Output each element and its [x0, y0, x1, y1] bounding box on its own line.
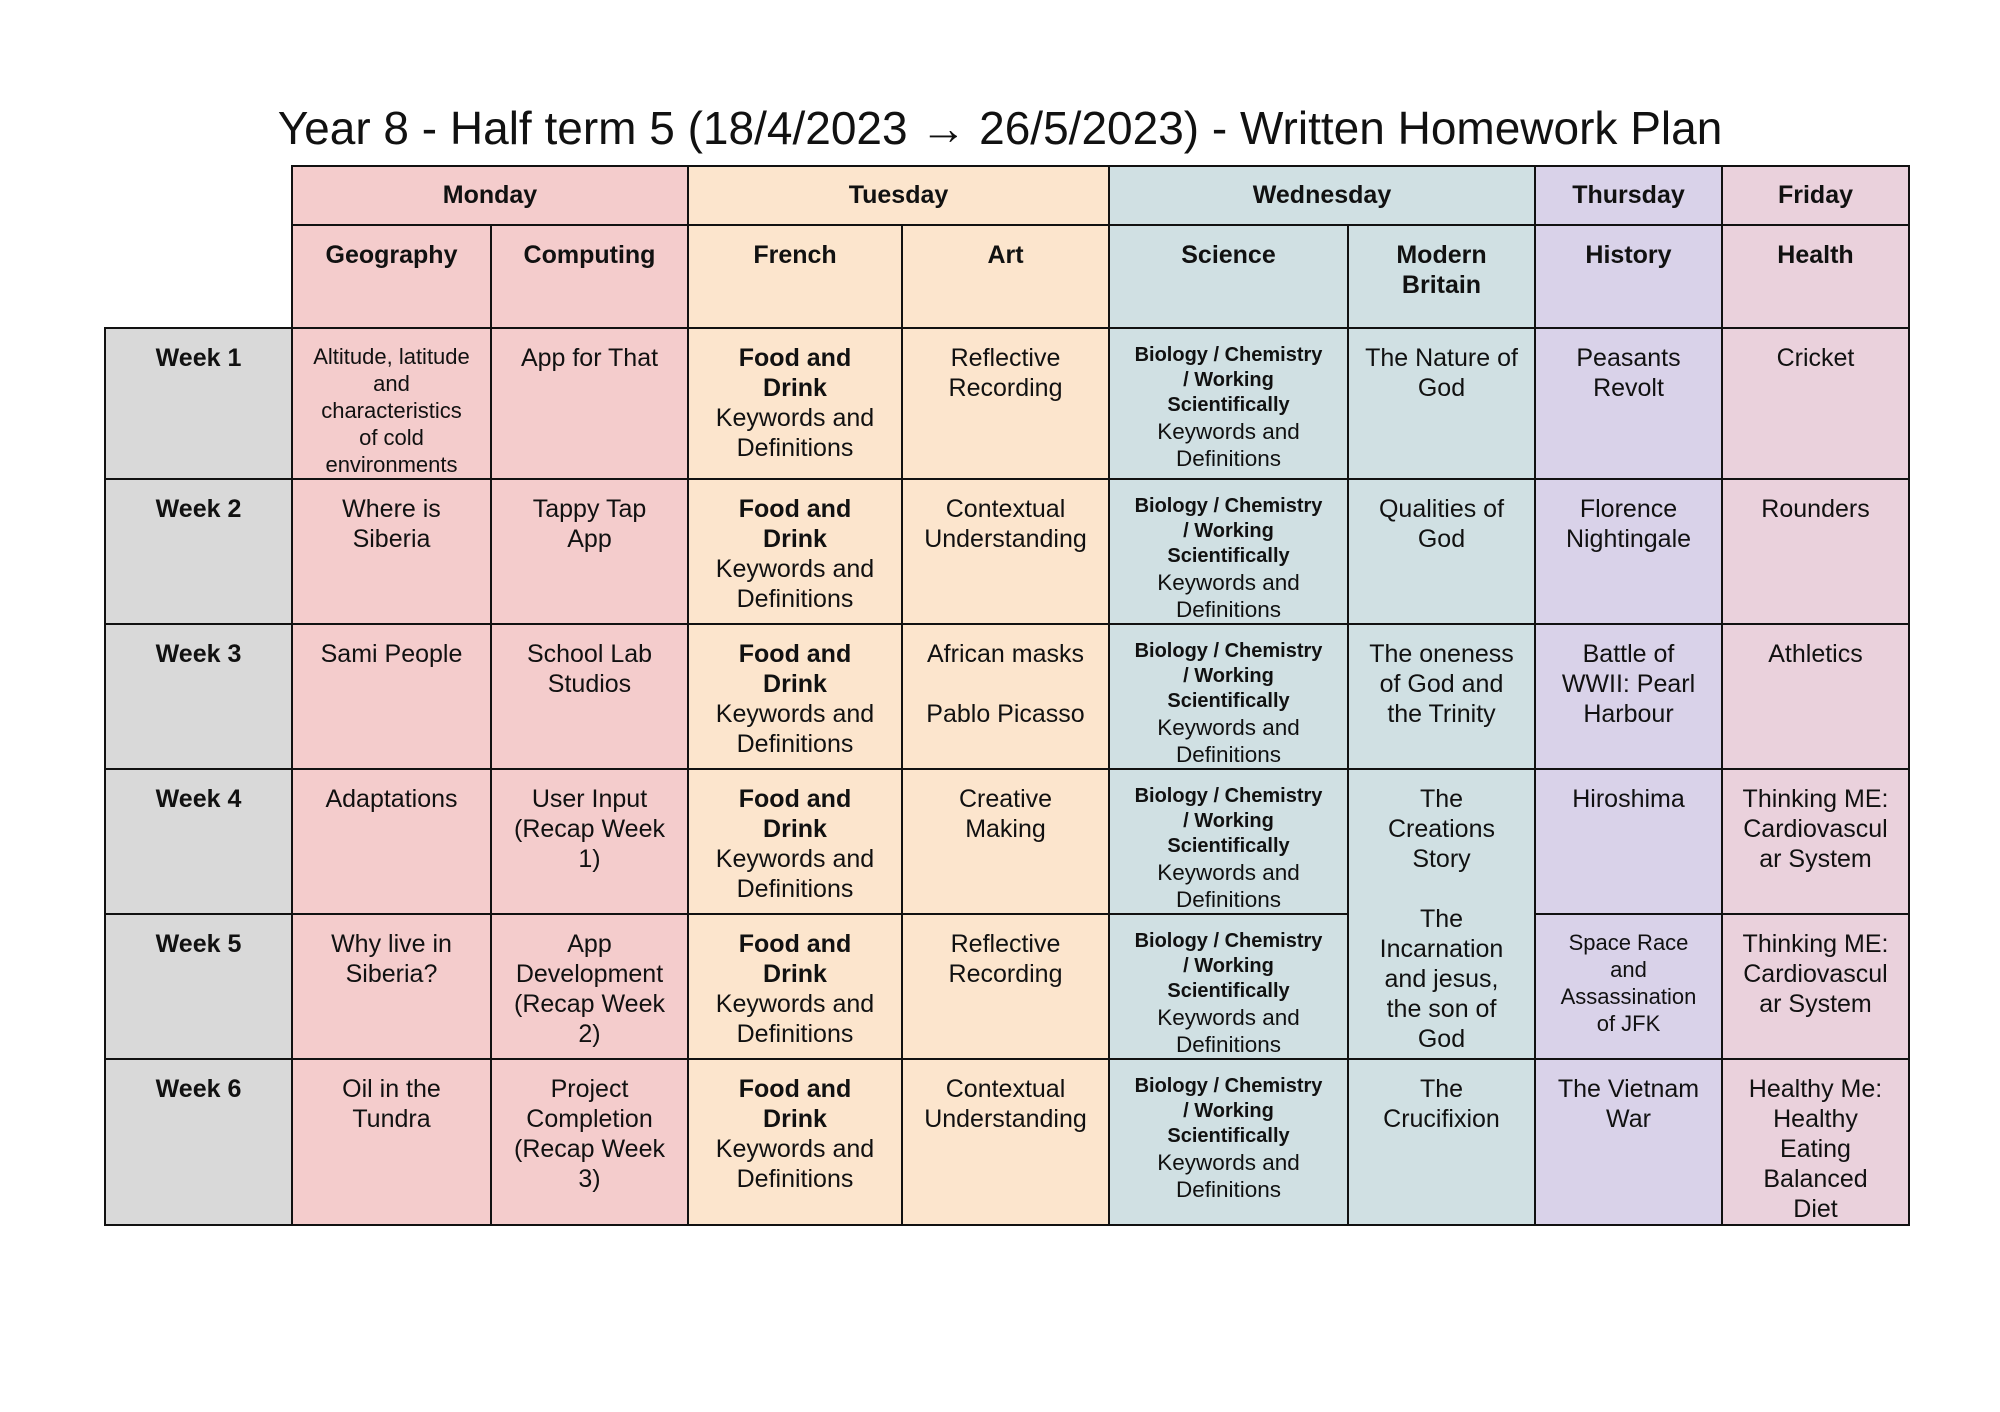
- history-cell: [1535, 914, 1722, 1059]
- cell-line: God: [1417, 525, 1466, 553]
- french-line: Definitions: [736, 434, 854, 462]
- science-line: Biology / Chemistry: [1134, 785, 1323, 807]
- week-label: Week 3: [105, 624, 292, 769]
- cell-line: Studios: [547, 670, 632, 698]
- cell-line: 3): [578, 1165, 601, 1193]
- cell-line: environments: [325, 452, 458, 477]
- geography-cell: [292, 479, 491, 624]
- cell-line: Cardiovascul: [1743, 815, 1888, 843]
- week-label: Week 4: [105, 769, 292, 914]
- geography-cell: [292, 914, 491, 1059]
- day-friday: Friday: [1722, 166, 1909, 225]
- day-wednesday: Wednesday: [1109, 166, 1535, 225]
- science-line: Definitions: [1175, 1032, 1282, 1057]
- art-cell: [902, 914, 1109, 1059]
- table-row-week-4: [105, 769, 1909, 914]
- science-line: Scientifically: [1167, 394, 1290, 416]
- french-line: Definitions: [736, 1165, 854, 1193]
- science-line: Scientifically: [1167, 545, 1290, 567]
- cell-line: WWII: Pearl: [1561, 670, 1696, 698]
- science-line: / Working: [1183, 1100, 1274, 1122]
- table-row-week-2: [105, 479, 1909, 624]
- health-cell: [1722, 624, 1909, 769]
- subject-health: Health: [1722, 225, 1909, 328]
- art-cell: [902, 1059, 1109, 1225]
- cell-line: Making: [965, 815, 1046, 843]
- cell-line: 1): [578, 845, 601, 873]
- cell-line: The oneness: [1369, 640, 1514, 668]
- modern-britain-cell: [1348, 479, 1535, 624]
- subject-science: Science: [1109, 225, 1348, 328]
- history-cell: [1535, 624, 1722, 769]
- subject-history: History: [1535, 225, 1722, 328]
- cell-line: Where is: [342, 495, 441, 523]
- cell-line: the son of: [1386, 995, 1497, 1023]
- corner-empty: [105, 225, 292, 328]
- cell-line: Balanced: [1763, 1165, 1868, 1193]
- history-cell: [1535, 479, 1722, 624]
- subject-french: French: [688, 225, 902, 328]
- art-cell: [902, 479, 1109, 624]
- week-label: Week 6: [105, 1059, 292, 1225]
- cell-line: Recording: [948, 374, 1063, 402]
- computing-cell: [491, 479, 688, 624]
- cell-line: Reflective: [950, 930, 1061, 958]
- cell-line: Healthy: [1773, 1105, 1858, 1133]
- cell-line: Space Race: [1568, 930, 1689, 955]
- science-line: / Working: [1183, 520, 1274, 542]
- cell-line: the Trinity: [1387, 700, 1496, 728]
- page-title: Year 8 - Half term 5 (18/4/2023 → 26/5/2023) - Written Homework Plan: [277, 102, 1723, 154]
- cell-line: Understanding: [924, 1105, 1087, 1133]
- cell-line: 2): [578, 1020, 601, 1048]
- week-label: Week 2: [105, 479, 292, 624]
- cell-line: Development: [515, 960, 664, 988]
- cell-line: Project: [550, 1075, 629, 1103]
- cell-line: Thinking ME:: [1742, 930, 1889, 958]
- cell-line: and: [1610, 957, 1647, 982]
- french-cell: [688, 1059, 902, 1225]
- cell-line: of cold: [359, 425, 424, 450]
- cell-line: Hiroshima: [1572, 785, 1685, 813]
- french-cell: [688, 479, 902, 624]
- cell-line: Pablo Picasso: [926, 700, 1085, 728]
- table-row-week-1: [105, 328, 1909, 479]
- cell-line: Altitude, latitude: [313, 344, 470, 369]
- health-cell: [1722, 328, 1909, 479]
- cell-line: Peasants: [1576, 344, 1681, 372]
- french-line: Keywords and: [715, 404, 875, 432]
- cell-line: Siberia: [352, 525, 431, 553]
- french-line: Drink: [763, 960, 827, 988]
- cell-line: Crucifixion: [1383, 1105, 1500, 1133]
- art-cell: [902, 328, 1109, 479]
- cell-line: and: [373, 371, 410, 396]
- cell-line: ar System: [1759, 990, 1872, 1018]
- cell-line: Athletics: [1768, 640, 1863, 668]
- french-line: Keywords and: [715, 555, 875, 583]
- science-line: Keywords and: [1157, 1150, 1300, 1175]
- science-line: Definitions: [1175, 446, 1282, 471]
- cell-line: School Lab: [526, 640, 653, 668]
- geography-cell: [292, 769, 491, 914]
- subject-header-row: [105, 225, 1909, 328]
- cell-line: Tappy Tap: [532, 495, 647, 523]
- cell-line: The: [1419, 785, 1464, 813]
- cell-line: Cardiovascul: [1743, 960, 1888, 988]
- french-line: Drink: [763, 1105, 827, 1133]
- french-line: Keywords and: [715, 845, 875, 873]
- science-line: Scientifically: [1167, 980, 1290, 1002]
- cell-line: Recording: [948, 960, 1063, 988]
- cell-line: Siberia?: [345, 960, 438, 988]
- cell-line: Oil in the: [342, 1075, 441, 1103]
- geography-cell: [292, 1059, 491, 1225]
- cell-line: Cricket: [1776, 344, 1855, 372]
- french-cell: [688, 914, 902, 1059]
- day-monday: Monday: [292, 166, 688, 225]
- health-cell: [1722, 769, 1909, 914]
- cell-line: Qualities of: [1378, 495, 1505, 523]
- french-line: Keywords and: [715, 700, 875, 728]
- science-line: Biology / Chemistry: [1134, 640, 1323, 662]
- cell-line: Creative: [958, 785, 1053, 813]
- subject-art: Art: [902, 225, 1109, 328]
- science-line: Keywords and: [1157, 570, 1300, 595]
- cell-line: Tundra: [352, 1105, 431, 1133]
- cell-line: Florence: [1579, 495, 1678, 523]
- subject-geography: Geography: [292, 225, 491, 328]
- cell-line: of God and: [1379, 670, 1504, 698]
- cell-line: of JFK: [1596, 1011, 1661, 1036]
- science-line: Definitions: [1175, 742, 1282, 767]
- cell-line: Creations: [1388, 815, 1495, 843]
- science-line: Keywords and: [1157, 1005, 1300, 1030]
- cell-line: Nightingale: [1565, 525, 1692, 553]
- french-line: Drink: [763, 525, 827, 553]
- science-line: Keywords and: [1157, 860, 1300, 885]
- modern-britain-cell: [1348, 769, 1535, 1059]
- homework-plan-table: [104, 165, 1910, 1226]
- cell-line: God: [1417, 374, 1466, 402]
- subject-computing: Computing: [491, 225, 688, 328]
- computing-cell: [491, 1059, 688, 1225]
- cell-line: [1355, 874, 1528, 904]
- science-cell: [1109, 328, 1348, 479]
- computing-cell: [491, 328, 688, 479]
- cell-line: Harbour: [1583, 700, 1674, 728]
- table-row-week-6: [105, 1059, 1909, 1225]
- cell-line: Healthy Me:: [1748, 1075, 1883, 1103]
- science-line: / Working: [1183, 810, 1274, 832]
- science-line: / Working: [1183, 369, 1274, 391]
- french-line: Drink: [763, 815, 827, 843]
- cell-line: Adaptations: [325, 785, 458, 813]
- corner-empty: [105, 166, 292, 225]
- subject-modern-britain-line-1: Modern: [1396, 241, 1487, 269]
- cell-line: African masks: [927, 640, 1084, 668]
- cell-line: Thinking ME:: [1742, 785, 1889, 813]
- day-header-row: [105, 166, 1909, 225]
- cell-line: Sami People: [320, 640, 463, 668]
- science-line: Biology / Chemistry: [1134, 930, 1323, 952]
- french-line: Drink: [763, 374, 827, 402]
- modern-britain-cell: [1348, 328, 1535, 479]
- science-line: Scientifically: [1167, 1125, 1290, 1147]
- geography-cell: [292, 328, 491, 479]
- health-cell: [1722, 479, 1909, 624]
- day-thursday: Thursday: [1535, 166, 1722, 225]
- cell-line: and jesus,: [1384, 965, 1499, 993]
- french-line: Food and: [738, 495, 852, 523]
- french-line: Definitions: [736, 730, 854, 758]
- cell-line: Battle of: [1582, 640, 1675, 668]
- french-line: Definitions: [736, 1020, 854, 1048]
- cell-line: characteristics: [321, 398, 462, 423]
- computing-cell: [491, 624, 688, 769]
- science-cell: [1109, 479, 1348, 624]
- cell-line: App: [567, 930, 612, 958]
- week-label: Week 5: [105, 914, 292, 1059]
- cell-line: The: [1419, 1075, 1464, 1103]
- subject-modern-britain-line-2: Britain: [1401, 271, 1482, 299]
- french-line: Food and: [738, 930, 852, 958]
- cell-line: Assassination: [1560, 984, 1697, 1009]
- french-line: Food and: [738, 1075, 852, 1103]
- history-cell: [1535, 1059, 1722, 1225]
- science-line: Scientifically: [1167, 835, 1290, 857]
- cell-line: Incarnation: [1379, 935, 1504, 963]
- cell-line: Diet: [1793, 1195, 1838, 1223]
- health-cell: [1722, 914, 1909, 1059]
- french-line: Keywords and: [715, 990, 875, 1018]
- science-cell: [1109, 1059, 1348, 1225]
- computing-cell: [491, 769, 688, 914]
- cell-line: Story: [1412, 845, 1471, 873]
- cell-line: User Input: [531, 785, 648, 813]
- science-line: Definitions: [1175, 597, 1282, 622]
- cell-line: App: [567, 525, 612, 553]
- cell-line: The Nature of: [1365, 344, 1518, 372]
- french-line: Food and: [738, 785, 852, 813]
- science-line: Keywords and: [1157, 419, 1300, 444]
- french-line: Definitions: [736, 585, 854, 613]
- cell-line: War: [1606, 1105, 1651, 1133]
- french-line: Keywords and: [715, 1135, 875, 1163]
- modern-britain-cell: [1348, 1059, 1535, 1225]
- cell-line: Contextual: [945, 1075, 1066, 1103]
- science-cell: [1109, 769, 1348, 914]
- french-line: Food and: [738, 344, 852, 372]
- science-line: Definitions: [1175, 887, 1282, 912]
- geography-cell: [292, 624, 491, 769]
- french-line: Drink: [763, 670, 827, 698]
- science-line: / Working: [1183, 955, 1274, 977]
- cell-line: App for That: [520, 344, 659, 372]
- science-line: / Working: [1183, 665, 1274, 687]
- science-line: Definitions: [1175, 1177, 1282, 1202]
- day-tuesday: Tuesday: [688, 166, 1109, 225]
- cell-line: Understanding: [924, 525, 1087, 553]
- subject-modern-britain: [1348, 225, 1535, 328]
- french-cell: [688, 624, 902, 769]
- cell-line: Why live in: [331, 930, 452, 958]
- science-cell: [1109, 914, 1348, 1059]
- science-line: Scientifically: [1167, 690, 1290, 712]
- science-line: Keywords and: [1157, 715, 1300, 740]
- art-cell: [902, 624, 1109, 769]
- cell-line: (Recap Week: [514, 815, 665, 843]
- table-row-week-3: [105, 624, 1909, 769]
- science-line: Biology / Chemistry: [1134, 495, 1323, 517]
- cell-line: Reflective: [950, 344, 1061, 372]
- cell-line: Completion: [526, 1105, 653, 1133]
- table-row-week-5: [105, 914, 1909, 1059]
- computing-cell: [491, 914, 688, 1059]
- history-cell: [1535, 769, 1722, 914]
- french-cell: [688, 769, 902, 914]
- french-line: Definitions: [736, 875, 854, 903]
- art-cell: [902, 769, 1109, 914]
- cell-line: God: [1417, 1025, 1466, 1053]
- french-cell: [688, 328, 902, 479]
- science-line: Biology / Chemistry: [1134, 1075, 1323, 1097]
- modern-britain-cell: [1348, 624, 1535, 769]
- cell-line: (Recap Week: [514, 990, 665, 1018]
- cell-line: Eating: [1780, 1135, 1851, 1163]
- health-cell: [1722, 1059, 1909, 1225]
- week-label: Week 1: [105, 328, 292, 479]
- cell-line: The Vietnam: [1557, 1075, 1700, 1103]
- cell-line: Contextual: [945, 495, 1066, 523]
- science-cell: [1109, 624, 1348, 769]
- cell-line: (Recap Week: [514, 1135, 665, 1163]
- cell-line: The: [1419, 905, 1464, 933]
- history-cell: [1535, 328, 1722, 479]
- cell-line: [909, 669, 1102, 699]
- science-line: Biology / Chemistry: [1134, 344, 1323, 366]
- cell-line: ar System: [1759, 845, 1872, 873]
- cell-line: Revolt: [1593, 374, 1664, 402]
- french-line: Food and: [738, 640, 852, 668]
- cell-line: Rounders: [1761, 495, 1870, 523]
